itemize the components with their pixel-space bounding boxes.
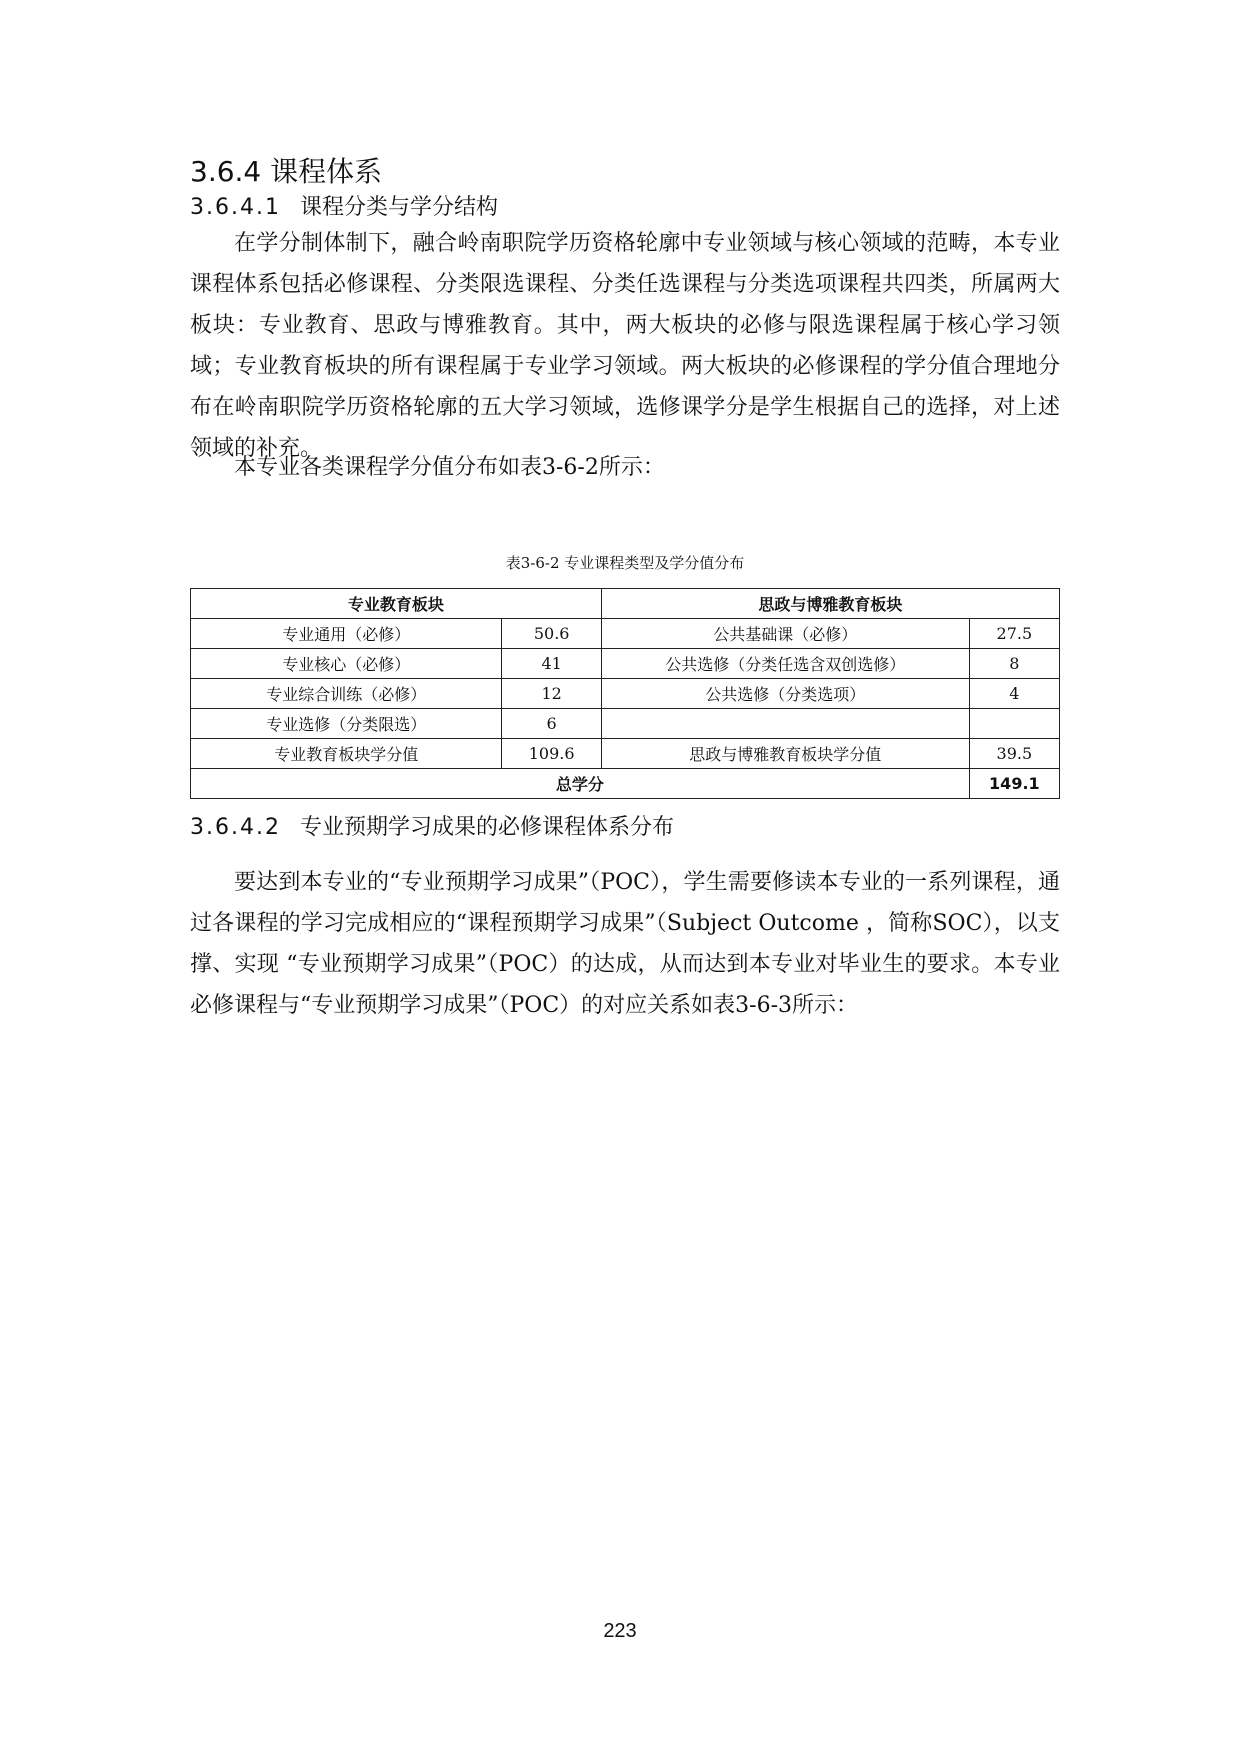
table-header-cell: 思政与博雅教育板块 <box>601 589 1059 619</box>
page-number: 223 <box>603 1620 637 1642</box>
table-cell: 109.6 <box>502 739 601 769</box>
table-cell: 专业核心（必修） <box>191 649 502 679</box>
total-credits-label: 总学分 <box>191 769 970 799</box>
table-caption: 表3-6-2 专业课程类型及学分值分布 <box>505 554 745 572</box>
table-cell <box>601 709 969 739</box>
table-cell: 专业通用（必修） <box>191 619 502 649</box>
table-row <box>191 739 1060 769</box>
table-cell: 思政与博雅教育板块学分值 <box>601 739 969 769</box>
subsection-number: 3.6.4.2 <box>190 815 281 840</box>
subsection-number: 3.6.4.1 <box>190 195 281 220</box>
table-cell: 公共选修（分类任选含双创选修） <box>601 649 969 679</box>
body-paragraph-3: 要达到本专业的“专业预期学习成果”（POC），学生需要修读本专业的一系列课程，通过各课程的学习完成相应的“课程预期学习成果”（Subject Outcome ，简称SOC），以支撑、实现 “专业预期学习成果”（POC）的达成，从而达到本专业对毕业生的要求。本专业必修课程与“专业预期学习成果”（POC）的对应关系如表3-6-3所示： <box>190 870 1060 1018</box>
table-cell: 12 <box>502 679 601 709</box>
table-cell: 6 <box>502 709 601 739</box>
body-paragraph-2: 本专业各类课程学分值分布如表3-6-2所示： <box>234 455 665 480</box>
table-cell: 50.6 <box>502 619 601 649</box>
table-cell: 公共选修（分类选项） <box>601 679 969 709</box>
total-credits-value: 149.1 <box>969 769 1059 799</box>
table-cell: 4 <box>969 679 1059 709</box>
table-row <box>191 649 1060 679</box>
body-paragraph-1: 在学分制体制下，融合岭南职院学历资格轮廓中专业领域与核心领域的范畴，本专业课程体系包括必修课程、分类限选课程、分类任选课程与分类选项课程共四类，所属两大板块：专业教育、思政与博雅教育。其中，两大板块的必修与限选课程属于核心学习领域；专业教育板块的所有课程属于专业学习领域。两大板块的必修课程的学分值合理地分布在岭南职院学历资格轮廓的五大学习领域，选修课学分是学生根据自己的选择，对上述领域的补充。 <box>190 231 1060 461</box>
credit-distribution-table <box>190 588 1060 799</box>
table-header-cell: 专业教育板块 <box>191 589 602 619</box>
table-header-row <box>191 589 1060 619</box>
section-heading: 3.6.4 课程体系 <box>190 155 383 188</box>
table-cell: 公共基础课（必修） <box>601 619 969 649</box>
table-cell: 39.5 <box>969 739 1059 769</box>
subsection-title: 专业预期学习成果的必修课程体系分布 <box>300 815 675 840</box>
table-cell: 专业教育板块学分值 <box>191 739 502 769</box>
table-cell <box>969 709 1059 739</box>
table-total-row <box>191 769 1060 799</box>
table-cell: 41 <box>502 649 601 679</box>
table-row <box>191 619 1060 649</box>
table-row <box>191 709 1060 739</box>
subsection-title: 课程分类与学分结构 <box>300 195 499 220</box>
subsection-heading-2 <box>190 812 674 844</box>
table-cell: 8 <box>969 649 1059 679</box>
table-row <box>191 679 1060 709</box>
subsection-heading-1 <box>190 192 498 224</box>
table-cell: 专业综合训练（必修） <box>191 679 502 709</box>
table-cell: 专业选修（分类限选） <box>191 709 502 739</box>
table-cell: 27.5 <box>969 619 1059 649</box>
